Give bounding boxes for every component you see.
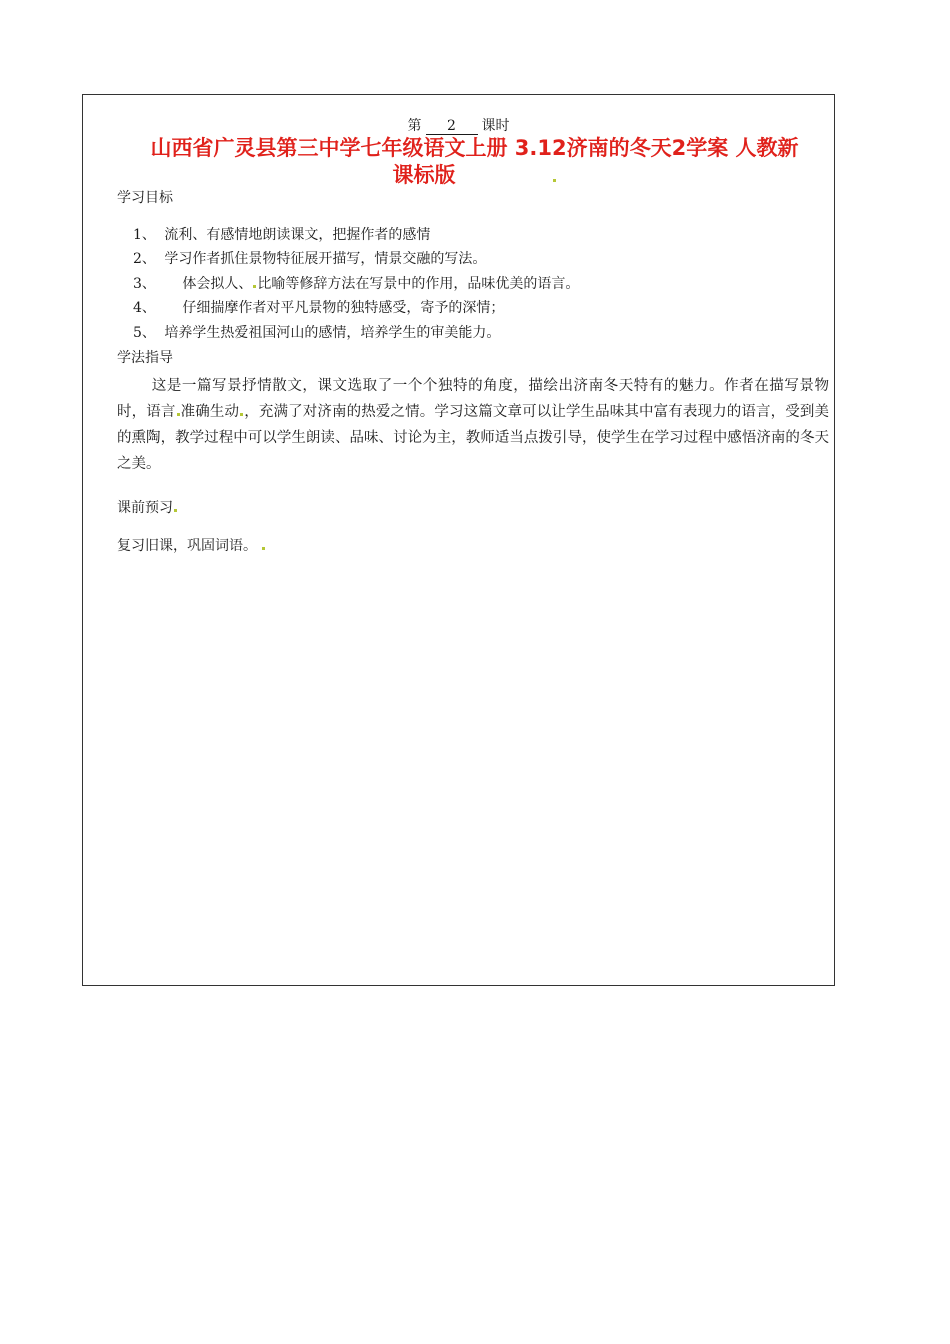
objective-text: 培养学生热爱祖国河山的感情，培养学生的审美能力。 xyxy=(164,325,501,341)
document-frame xyxy=(82,94,835,986)
method-text-a: 这是一篇写景抒情散文，课文选取了一个个独特的角度，描绘出济南冬天特有的魅力。作者在描写景物时，语言 xyxy=(117,378,829,420)
lesson-suffix: 课时 xyxy=(481,118,510,134)
objective-number: 5、 xyxy=(133,325,156,341)
preview-heading-wrap xyxy=(117,499,178,517)
marker-dot xyxy=(262,547,265,550)
method-heading: 学法指导 xyxy=(117,350,173,366)
marker-dot xyxy=(553,179,556,182)
objective-number: 4、 xyxy=(133,300,156,316)
objective-text-b: 比喻等修辞方法在写景中的作用，品味优美的语言。 xyxy=(257,276,580,292)
objective-item-2 xyxy=(133,250,486,268)
document-title xyxy=(123,135,826,189)
preview-text-wrap xyxy=(117,537,266,555)
objective-item-1 xyxy=(133,226,430,244)
objective-number: 2、 xyxy=(133,251,156,267)
lesson-number: 2 xyxy=(426,119,478,135)
objective-item-4 xyxy=(133,299,504,317)
marker-dot xyxy=(177,413,180,416)
objective-item-3 xyxy=(133,275,579,293)
objective-text: 学习作者抓住景物特征展开描写，情景交融的写法。 xyxy=(164,251,487,267)
marker-dot xyxy=(174,509,177,512)
lesson-prefix: 第 xyxy=(407,118,422,134)
objective-text-a: 体会拟人、 xyxy=(182,276,253,292)
method-text-c: ，充满了对济南的热爱之情。学习这篇文章可以让学生品味其中富有表现力的语言，受到美的熏陶，教学过程中可以学生朗读、品味、讨论为主，教师适当点拨引导，使学生在学习过程中感悟济南的冬天之美。 xyxy=(117,404,830,472)
title-line-1: 山西省广灵县第三中学七年级语文上册 3.12济南的冬天2学案 人教新 xyxy=(150,136,799,160)
method-paragraph xyxy=(117,373,829,477)
marker-dot xyxy=(240,413,243,416)
lesson-line xyxy=(83,117,834,135)
title-line-2: 课标版 xyxy=(392,163,456,187)
objective-text: 仔细揣摩作者对平凡景物的独特感受，寄予的深情； xyxy=(182,300,505,316)
objective-number: 3、 xyxy=(133,276,156,292)
preview-text: 复习旧课，巩固词语。 xyxy=(117,538,257,554)
objective-number: 1、 xyxy=(133,227,156,243)
objective-text: 流利、有感情地朗读课文，把握作者的感情 xyxy=(164,227,431,243)
method-text-b: 准确生动 xyxy=(180,404,240,420)
title-line-2-wrap xyxy=(123,162,826,189)
marker-dot xyxy=(253,285,256,288)
objective-item-5 xyxy=(133,324,500,342)
objectives-heading: 学习目标 xyxy=(117,190,173,206)
preview-heading: 课前预习 xyxy=(117,500,173,516)
